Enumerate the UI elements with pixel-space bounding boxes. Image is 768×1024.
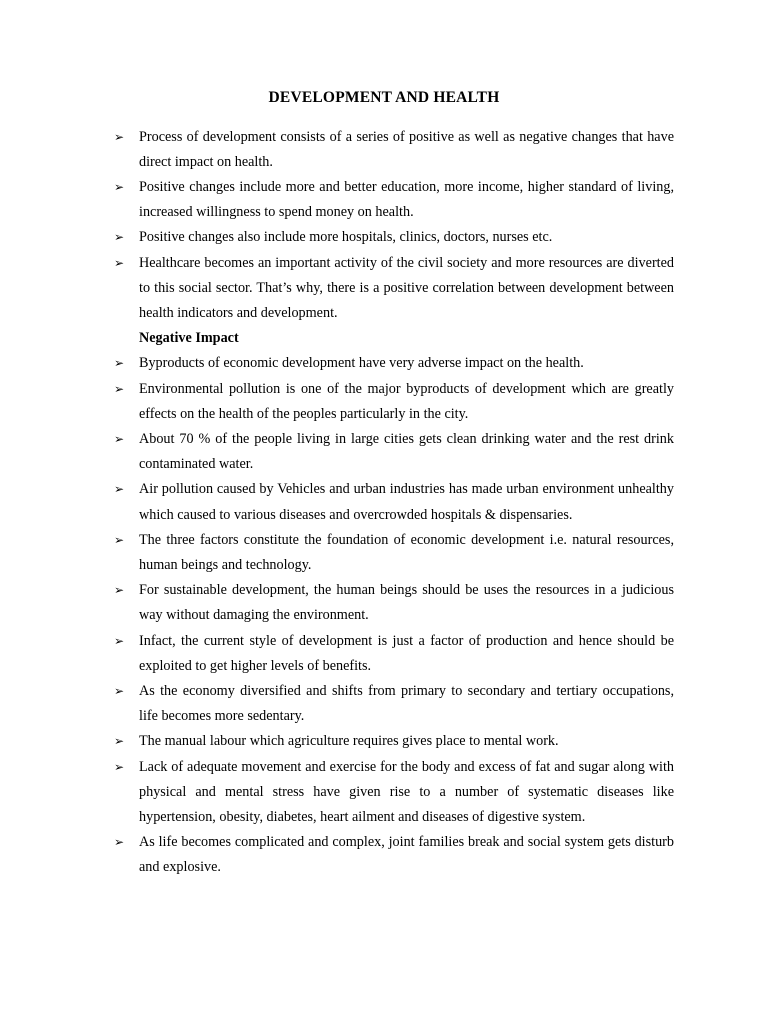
list-item: [114, 251, 674, 327]
list-item-text: Air pollution caused by Vehicles and urban industries has made urban environment unhealthy which caused to various diseases and overcrowded hospitals & dispensaries.: [139, 481, 674, 523]
list-item: [114, 225, 674, 250]
list-item: [114, 679, 674, 729]
list-item-text: About 70 % of the people living in large cities gets clean drinking water and the rest drink contaminated water.: [139, 430, 674, 473]
list-item: [114, 175, 674, 225]
arrow-bullet-icon: ➢: [114, 835, 125, 850]
arrow-bullet-icon: ➢: [114, 356, 125, 371]
document-body: [114, 125, 674, 881]
arrow-bullet-icon: ➢: [114, 431, 125, 446]
list-item: [114, 629, 674, 679]
list-item: [114, 477, 674, 527]
arrow-bullet-icon: ➢: [114, 381, 125, 396]
arrow-bullet-icon: ➢: [114, 734, 125, 749]
arrow-bullet-icon: ➢: [114, 633, 125, 648]
list-item-text: Lack of adequate movement and exercise for the body and excess of fat and sugar along with physical and mental stress have given rise to a number of systematic diseases like hypertension, obesity, diabetes, heart ailment and diseases of digestive system.: [139, 758, 674, 825]
arrow-bullet-icon: ➢: [114, 255, 125, 270]
list-item: [114, 528, 674, 578]
list-item: [114, 755, 674, 831]
list-item: [114, 351, 674, 376]
list-item: [114, 125, 674, 175]
list-item: [114, 578, 674, 628]
arrow-bullet-icon: ➢: [114, 532, 125, 547]
list-item: [114, 427, 674, 477]
list-item-text: Positive changes include more and better education, more income, higher standard of living, increased willingness to spend money on health.: [139, 178, 674, 221]
list-item: [114, 377, 674, 427]
list-item-text: Process of development consists of a series of positive as well as negative changes that have direct impact on health.: [139, 128, 674, 170]
list-item-text: The manual labour which agriculture requires gives place to mental work.: [139, 733, 559, 750]
list-item: [114, 830, 674, 880]
list-item: [114, 729, 674, 754]
arrow-bullet-icon: ➢: [114, 683, 125, 698]
arrow-bullet-icon: ➢: [114, 482, 125, 497]
positive-changes-list: [114, 125, 674, 327]
list-item-text: Positive changes also include more hospitals, clinics, doctors, nurses etc.: [139, 229, 553, 246]
arrow-bullet-icon: ➢: [114, 583, 125, 598]
list-item-text: Environmental pollution is one of the major byproducts of development which are greatly effects on the health of the peoples particularly in the city.: [139, 380, 674, 422]
list-item-text: Infact, the current style of development is just a factor of production and hence should be exploited to get higher levels of benefits.: [139, 632, 674, 674]
list-item-text: Healthcare becomes an important activity of the civil society and more resources are diverted to this social sector. That’s why, there is a positive correlation between development between health indicators and development.: [139, 254, 674, 321]
negative-impact-heading: Negative Impact: [139, 330, 239, 347]
negative-impact-list: [114, 351, 674, 880]
list-item-text: For sustainable development, the human beings should be uses the resources in a judicious way without damaging the environment.: [139, 582, 674, 624]
arrow-bullet-icon: ➢: [114, 179, 125, 194]
list-item-text: Byproducts of economic development have very adverse impact on the health.: [139, 355, 584, 372]
list-item-text: The three factors constitute the foundation of economic development i.e. natural resources, human beings and technology.: [139, 531, 674, 573]
document-title: DEVELOPMENT AND HEALTH: [268, 89, 500, 106]
arrow-bullet-icon: ➢: [114, 230, 125, 245]
arrow-bullet-icon: ➢: [114, 129, 125, 144]
list-item-text: As the economy diversified and shifts from primary to secondary and tertiary occupations, life becomes more sedentary.: [139, 682, 674, 725]
list-item-text: As life becomes complicated and complex, joint families break and social system gets disturb and explosive.: [139, 834, 674, 876]
arrow-bullet-icon: ➢: [114, 759, 125, 774]
